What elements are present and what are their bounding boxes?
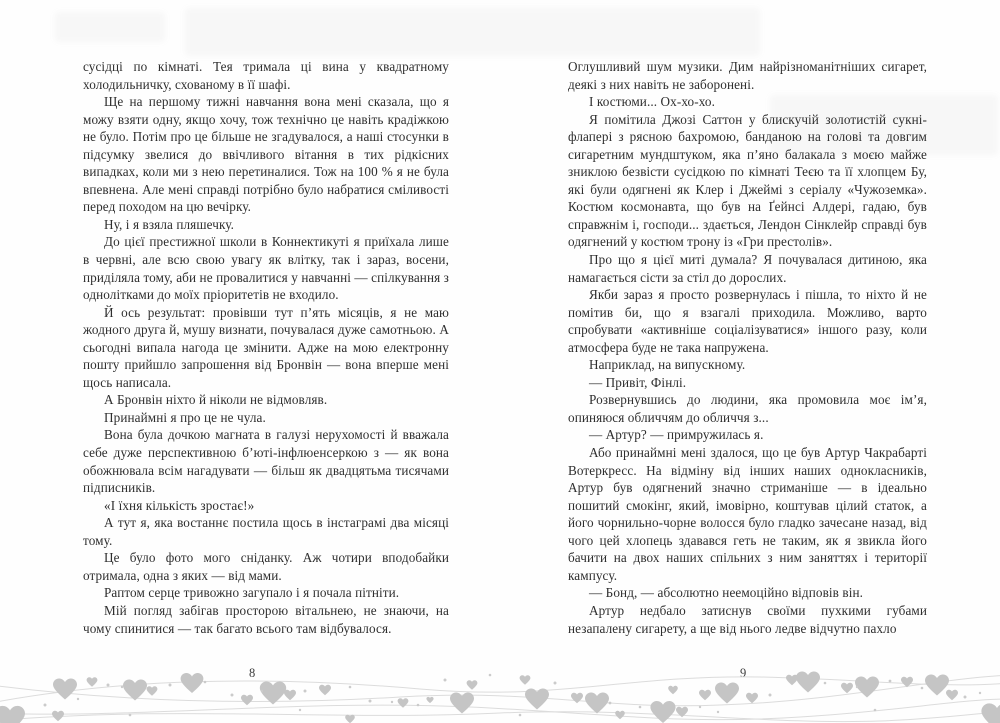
paragraph: Мій погляд забігав просторою вітальнею, не знаючи, на чому спинитися — так багато всього там відбувалося. bbox=[83, 602, 449, 636]
paragraph: А тут я, яка востаннє постила щось в інстаграмі два місяці тому. bbox=[83, 515, 449, 548]
paragraph: — Артур? — примружилась я. bbox=[589, 427, 764, 443]
page-showthrough-artifact bbox=[55, 12, 165, 42]
page-number-right: 9 bbox=[740, 666, 747, 680]
paragraph: А Бронвін ніхто й ніколи не відмовляв. bbox=[104, 392, 328, 408]
paragraph: Ну, і я взяла пляшечку. bbox=[104, 216, 235, 232]
paragraph: — Привіт, Фінлі. bbox=[589, 374, 687, 390]
paragraph: «І їхня кількість зростає!» bbox=[104, 497, 255, 513]
paragraph: Ще на першому тижні навчання вона мені сказала, що я можу взяти одну, якщо хочу, тож технічно це навіть крадіжкою не було. Потім про це більше не згадувалося, а наші стосунки в підсумку звелися до ввічливого вітання в тих рідкісних випадках, коли ми з нею перетиналися. Тож на 100 % я не була впевнена. Але мені справді потрібно було набратися сміливості перед походом на цю вечірку. bbox=[83, 94, 449, 215]
garland-wavy-lines bbox=[0, 675, 1000, 722]
paragraph: Раптом серце тривожно загупало і я почала пітніти. bbox=[104, 585, 400, 601]
paragraph: До цієї престижної школи в Коннектикуті я приїхала лише в червні, але всю свою увагу як влітку, так і зараз, восени, приділяла тому, аби не провалитися у навчанні — спілкування з однолітками до моїх пріоритетів не входило. bbox=[83, 234, 449, 303]
page-showthrough-artifact bbox=[185, 8, 760, 56]
paragraph: Про що я цієї миті думала? Я почувалася дитиною, яка намагається сісти за стіл до дорослих. bbox=[568, 252, 927, 285]
hearts-garland-decoration bbox=[0, 655, 1000, 723]
paragraph: Або принаймні мені здалося, що це був Артур Чакрабарті Вотеркресс. На відміну від інших наших однокласників, Артур був одягнений значно стриманіше — в ідеально пошитий смокінг, який, імовірно, коштував цілий статок, а його чорнильно-чорне волосся було гладко зачесане назад, від чого цей хлопець здавався геть не таким, як я звикла його бачити на двох наших спільних з ним заняттях і території кампусу. bbox=[568, 445, 927, 583]
paragraph: Це було фото мого сніданку. Аж чотири вподобайки отримала, одна з яких — від мами. bbox=[83, 550, 449, 583]
page-right-text-column bbox=[568, 58, 927, 637]
paragraph: Вона була дочкою магната в галузі нерухомості й вважала себе дуже перспективною б’юті-інфлюенсеркою з — як вона обожнювала всім нагадувати — більш як двадцятьма тисячами підписників. bbox=[83, 427, 449, 496]
paragraph: Наприклад, на випускному. bbox=[589, 357, 746, 373]
paragraph: Оглушливий шум музики. Дим найрізноманітніших сигарет, деякі з них навіть не заборонені. bbox=[568, 59, 927, 92]
paragraph: Й ось результат: провівши тут п’ять місяців, я не маю жодного друга й, мушу визнати, почувалася дуже самотньою. А сьогодні випала нагода це змінити. Адже на мою електронну пошту прийшло запрошення від Бронвін — вона вперше мені щось написала. bbox=[83, 304, 449, 390]
paragraph: Артур недбало затиснув своїми пухкими губами незапалену сигарету, а ще від нього ледве відчутно пахло bbox=[568, 602, 927, 636]
page-left-text-column bbox=[83, 58, 449, 637]
paragraph: сусідці по кімнаті. Тея тримала ці вина у квадратному холодильничку, схованому в її шафі. bbox=[83, 59, 449, 92]
paragraph: Розвернувшись до людини, яка промовила моє ім’я, опиняюся обличчям до обличчя з... bbox=[568, 392, 927, 425]
paragraph: І костюми... Ох-хо-хо. bbox=[589, 94, 715, 110]
paragraph: — Бонд, — абсолютно неемоційно відповів він. bbox=[589, 585, 864, 601]
garland-hearts bbox=[0, 672, 1000, 723]
paragraph: Я помітила Джозі Саттон у блискучій золотистій сукні-флапері з рясною бахромою, банданою на голові та довгим сигаретним мундштуком, яка п’яно балакала з моєю майже зниклою безвісти сусідкою по кімнаті Теєю та її хлопцем Бу, які були одягнені як Клер і Джеймі з серіалу «Чужоземка». Костюм космонавта, що був на Ґейнсі Алдері, гадаю, був справжнім і, господи... здається, Лендон Сінклейр справді був одягнений у костюм трону із «Гри престолів». bbox=[568, 111, 927, 250]
paragraph: Принаймні я про це не чула. bbox=[104, 409, 266, 425]
paragraph: Якби зараз я просто розвернулась і пішла, то ніхто й не помітив би, що я взагалі приходила. Можливо, варто спробувати «активніше соціалізуватися» іншого разу, коли атмосфера буде не така напружена. bbox=[568, 287, 927, 355]
page-number-left: 8 bbox=[249, 666, 256, 680]
